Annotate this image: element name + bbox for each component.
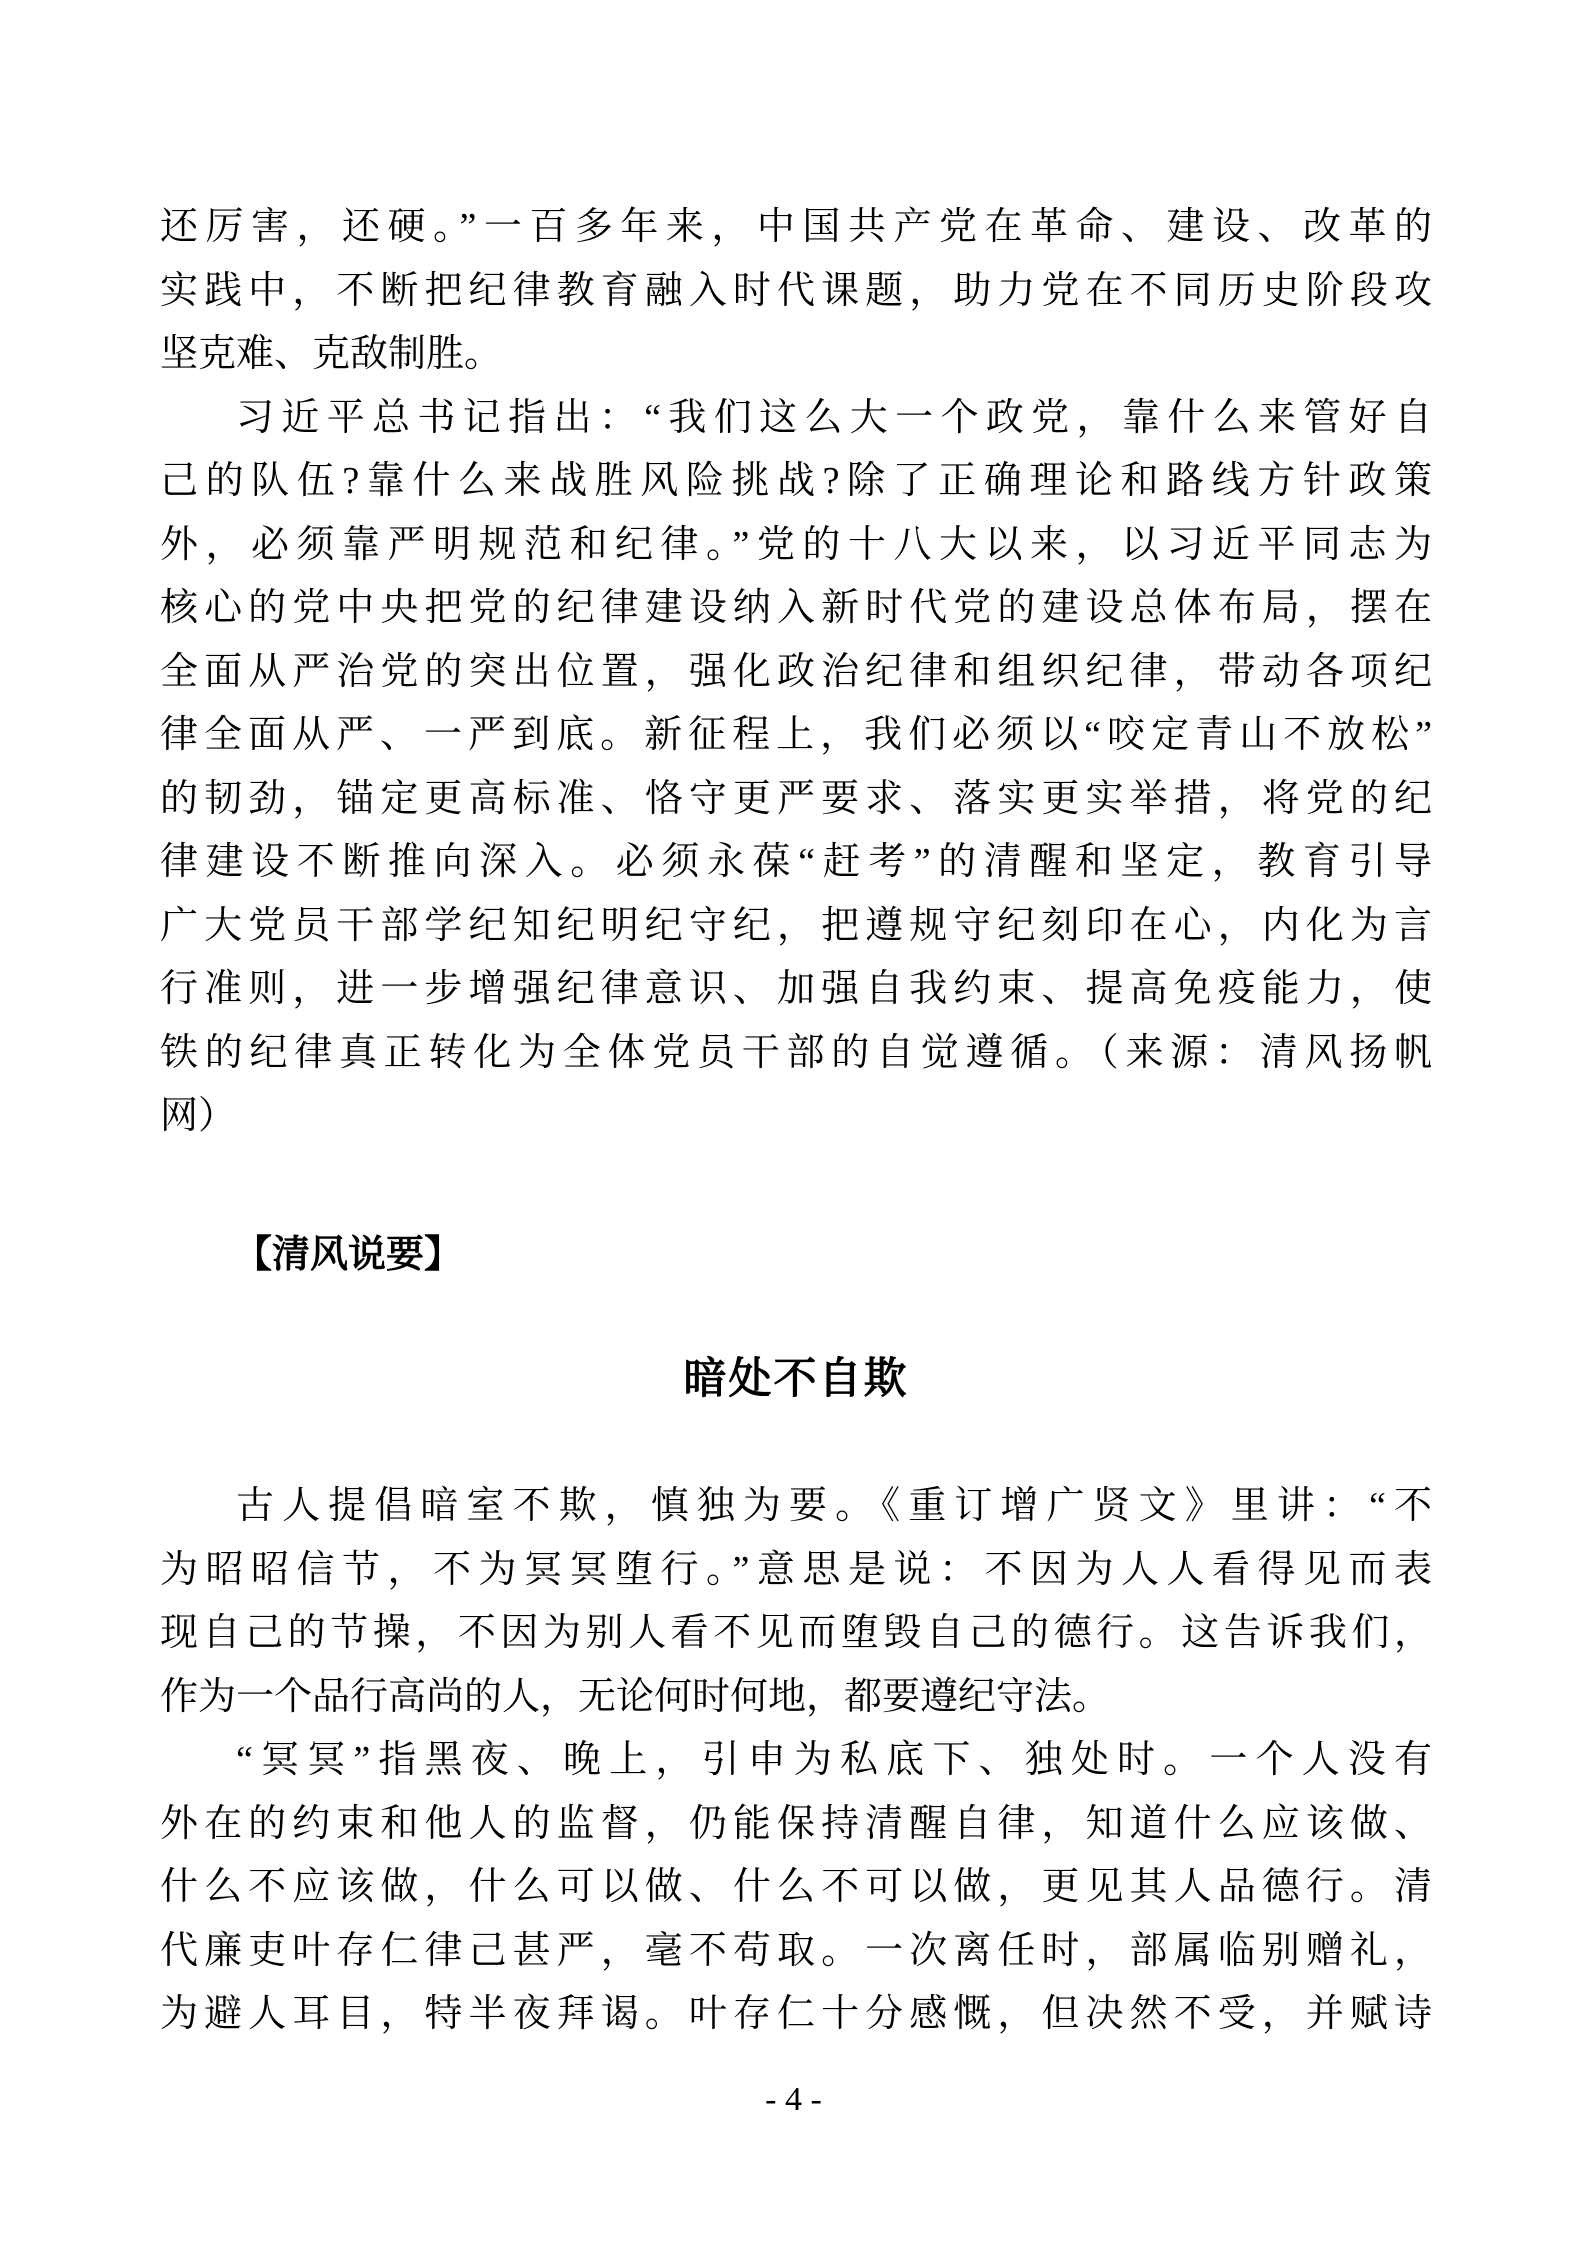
text-line: 为避人耳目，特半夜拜谒。叶存仁十分感慨，但决然不受，并赋诗: [160, 1993, 1432, 2035]
text-line: 代廉吏叶存仁律己甚严，毫不苟取。一次离任时，部属临别赠礼，: [160, 1929, 1432, 1972]
document-content: [160, 196, 1432, 2047]
section-header: 【清风说要】: [234, 1233, 463, 1276]
text-line: 还厉害，还硬。”一百多年来，中国共产党在革命、建设、改革的: [160, 206, 1432, 248]
paragraph: [160, 1729, 1432, 2047]
paragraph: [160, 387, 1432, 1149]
text-line: “冥冥”指黑夜、晚上，引申为私底下、独处时。一个人没有: [236, 1739, 1432, 1781]
text-line: 行准则，进一步增强纪律意识、加强自我约束、提高免疫能力，使: [160, 968, 1432, 1010]
text-line: 实践中，不断把纪律教育融入时代课题，助力党在不同历史阶段攻: [160, 269, 1432, 312]
text-line: 核心的党中央把党的纪律建设纳入新时代党的建设总体布局，摆在: [160, 587, 1432, 629]
text-line: 全面从严治党的突出位置，强化政治纪律和组织纪律，带动各项纪: [160, 650, 1432, 693]
text-line: 什么不应该做，什么可以做、什么不可以做，更见其人品德行。清: [160, 1866, 1432, 1908]
page-footer: [0, 2078, 1587, 2122]
text-line: 古人提倡暗室不欺，慎独为要。《重订增广贤文》里讲：“不: [236, 1485, 1432, 1527]
text-line: 网）: [160, 1095, 237, 1137]
article-title: 暗处不自欺: [683, 1356, 909, 1403]
text-line: 铁的纪律真正转化为全体党员干部的自觉遵循。（来源：清风扬帆: [160, 1031, 1432, 1074]
paragraph: [160, 196, 1432, 387]
page-number: - 4 -: [765, 2081, 822, 2118]
text-line: 为昭昭信节，不为冥冥堕行。”意思是说：不因为人人看得见而表: [160, 1548, 1432, 1591]
text-line: 习近平总书记指出：“我们这么大一个政党，靠什么来管好自: [236, 396, 1432, 439]
text-line: 广大党员干部学纪知纪明纪守纪，把遵规守纪刻印在心，内化为言: [160, 904, 1432, 947]
document-flow: [160, 196, 1432, 2047]
text-line: 坚克难、克敌制胜。: [160, 333, 503, 375]
text-line: 外，必须靠严明规范和纪律。”党的十八大以来，以习近平同志为: [160, 523, 1432, 566]
text-line: 现自己的节操，不因为别人看不见而堕毁自己的德行。这告诉我们，: [160, 1612, 1432, 1654]
text-line: 己的队伍?靠什么来战胜风险挑战?除了正确理论和路线方针政策: [160, 460, 1432, 502]
text-line: 作为一个品行高尚的人，无论何时何地，都要遵纪守法。: [160, 1675, 1111, 1718]
text-line: 律全面从严、一严到底。新征程上，我们必须以“咬定青山不放松”: [160, 714, 1432, 756]
text-line: 的韧劲，锚定更高标准、恪守更严要求、落实更实举措，将党的纪: [160, 777, 1432, 820]
paragraph: [160, 1475, 1432, 1729]
text-line: 外在的约束和他人的监督，仍能保持清醒自律，知道什么应该做、: [160, 1802, 1432, 1845]
text-line: 律建设不断推向深入。必须永葆“赶考”的清醒和坚定，教育引导: [160, 841, 1432, 883]
